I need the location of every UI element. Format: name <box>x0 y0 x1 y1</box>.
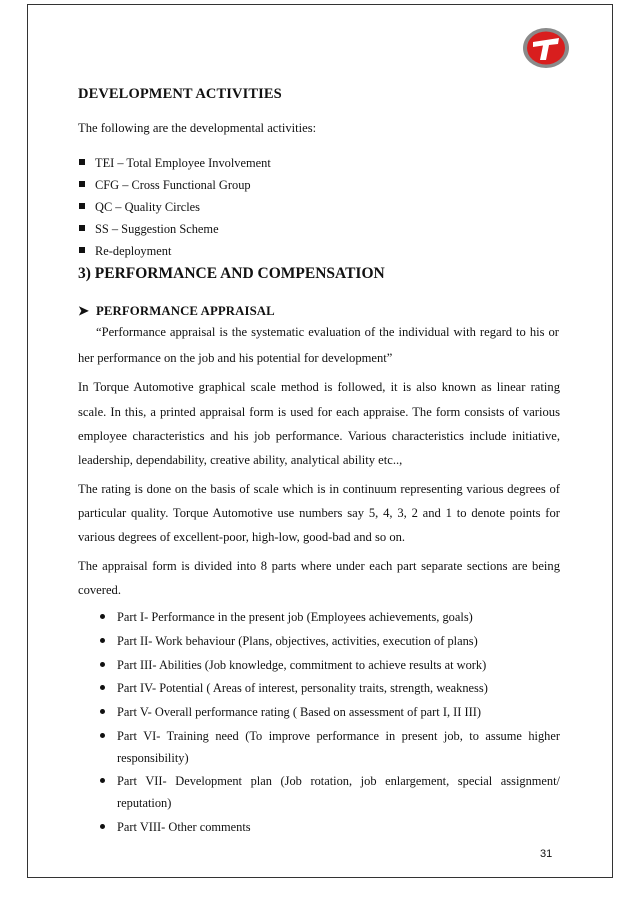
quote-line-2: her performance on the job and his potential for development” <box>78 351 393 365</box>
company-logo-icon <box>521 26 571 70</box>
performance-heading: 3) PERFORMANCE AND COMPENSATION <box>78 265 385 282</box>
page-number: 31 <box>540 848 553 860</box>
para3-line: covered. <box>78 583 122 597</box>
list-item: Part III- Abilities (Job knowledge, commitment to achieve results at work) <box>117 654 560 676</box>
list-item: TEI – Total Employee Involvement <box>95 156 271 171</box>
para2-line: The rating is done on the basis of scale which is in continuum representing various degrees of <box>78 482 560 496</box>
list-item: Part I- Performance in the present job (Employees achievements, goals) <box>117 606 560 628</box>
development-heading: DEVELOPMENT ACTIVITIES <box>78 86 282 102</box>
para1-line: scale. In this, a printed appraisal form is used for each appraise. The form consists of various <box>78 405 560 419</box>
para3-line: The appraisal form is divided into 8 parts where under each part separate sections are being <box>78 559 560 573</box>
appraisal-subheading: PERFORMANCE APPRAISAL <box>96 304 275 318</box>
list-item: Part IV- Potential ( Areas of interest, personality traits, strength, weakness) <box>117 677 560 699</box>
para1-line: leadership, dependability, creative ability, analytical ability etc.., <box>78 453 403 467</box>
development-intro: The following are the developmental activities: <box>78 121 317 135</box>
list-item: Part V- Overall performance rating ( Based on assessment of part I, II III) <box>117 701 560 723</box>
arrow-bullet-icon: ➤ <box>78 303 89 318</box>
list-item: Part II- Work behaviour (Plans, objectives, activities, execution of plans) <box>117 630 560 652</box>
para1-line: employee characteristics and his job performance. Various characteristics include initiative, <box>78 429 560 443</box>
list-item: Part VI- Training need (To improve performance in present job, to assume higher responsibility) <box>117 725 560 769</box>
list-item: Re-deployment <box>95 244 171 259</box>
para1-line: In Torque Automotive graphical scale method is followed, it is also known as linear rating <box>78 380 560 394</box>
list-item: CFG – Cross Functional Group <box>95 178 251 193</box>
para2-line: particular quality. Torque Automotive use numbers say 5, 4, 3, 2 and 1 to denote points for <box>78 506 560 520</box>
list-item: Part VIII- Other comments <box>117 816 560 838</box>
list-item: QC – Quality Circles <box>95 200 200 215</box>
list-item: Part VII- Development plan (Job rotation, job enlargement, special assignment/ reputation) <box>117 770 560 814</box>
quote-line-1: “Performance appraisal is the systematic evaluation of the individual with regard to his or <box>96 325 559 339</box>
para2-line: various degrees of excellent-poor, high-low, good-bad and so on. <box>78 530 406 544</box>
list-item: SS – Suggestion Scheme <box>95 222 219 237</box>
